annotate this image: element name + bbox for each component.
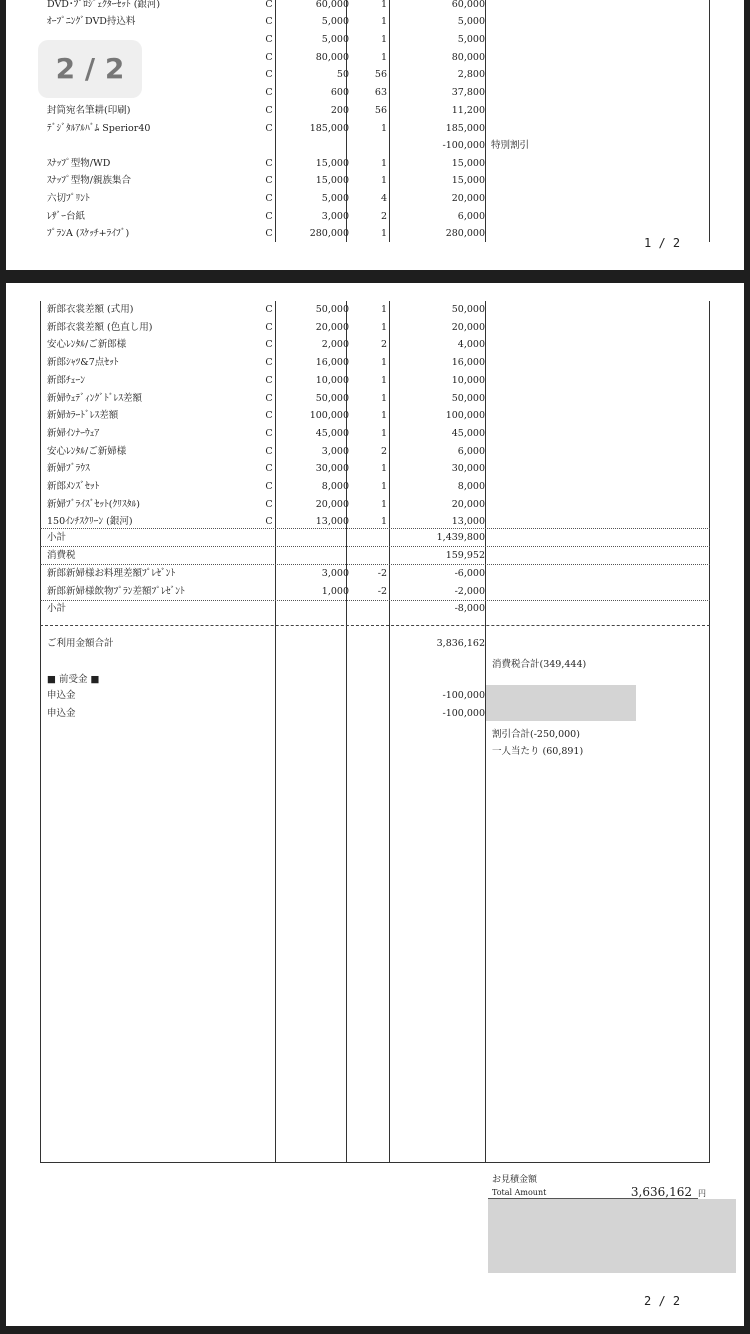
table-row	[6, 225, 744, 242]
item-code: C	[265, 321, 273, 333]
unit-price: 30,000	[315, 463, 349, 475]
quantity: 2	[380, 211, 387, 222]
unit-price: 16,000	[315, 357, 349, 369]
quantity: -2	[377, 568, 387, 579]
amount: -100,000	[442, 140, 485, 151]
item-code: C	[265, 123, 273, 134]
item-name: ﾌﾟﾗﾝA (ｽｹｯﾁ+ﾗｲﾌﾞ)	[47, 228, 130, 239]
item-code: C	[265, 427, 273, 439]
total-amount: 3,636,162	[630, 1185, 692, 1199]
item-name: ｵｰﾌﾟﾆﾝｸﾞDVD持込料	[47, 16, 136, 27]
amount: 280,000	[445, 228, 485, 239]
unit-price: 5,000	[321, 16, 349, 27]
quantity: 2	[380, 445, 387, 457]
item-code: C	[265, 158, 273, 169]
item-code: C	[265, 87, 273, 98]
quantity: 1	[380, 158, 387, 169]
amount: 20,000	[451, 193, 485, 204]
item-name: 新婦ﾌﾞﾗｳｽ	[47, 463, 90, 475]
unit-price: 50	[336, 69, 349, 80]
total-amount-label: Total Amount	[492, 1188, 547, 1197]
table-row	[6, 443, 744, 460]
table-row	[6, 319, 744, 336]
item-code: C	[265, 34, 273, 45]
table-row	[6, 478, 744, 495]
unit-price: 15,000	[315, 158, 349, 169]
unit-price: 2,000	[321, 339, 349, 351]
amount: 185,000	[445, 123, 485, 134]
quantity: 1	[380, 175, 387, 186]
page-number: 1 / 2	[644, 236, 681, 250]
amount: 15,000	[451, 158, 485, 169]
item-name: ｽﾅｯﾌﾟ型物/親族集合	[47, 175, 131, 186]
quantity: 63	[374, 87, 387, 98]
unit-price: 50,000	[315, 392, 349, 404]
table-row	[6, 407, 744, 424]
item-note: 特別割引	[491, 140, 530, 151]
amount: 60,000	[451, 0, 485, 10]
unit-price: 45,000	[315, 427, 349, 439]
unit-price: 1,000	[321, 585, 349, 597]
tax-total-note: 消費税合計(349,444)	[492, 659, 587, 670]
unit-price: 3,000	[321, 568, 349, 579]
table-row	[6, 137, 744, 154]
item-code: C	[265, 16, 273, 27]
table-row	[6, 0, 744, 13]
unit-price: 13,000	[315, 516, 349, 528]
item-name: 新郎ﾁｪｰﾝ	[47, 374, 86, 386]
table-row	[6, 155, 744, 172]
yen-unit: 円	[698, 1189, 706, 1198]
item-name: 150ｲﾝﾁｽｸﾘｰﾝ (銀河)	[47, 516, 133, 528]
quantity: -2	[377, 585, 387, 597]
amount: 5,000	[457, 16, 485, 27]
tax-row: 消費税 159,952	[47, 550, 485, 561]
quantity: 1	[380, 0, 387, 10]
unit-price: 3,000	[321, 211, 349, 222]
item-code: C	[265, 52, 273, 63]
table-row	[6, 583, 744, 600]
amount: 50,000	[451, 392, 485, 404]
table-row	[6, 336, 744, 353]
unit-price: 10,000	[315, 374, 349, 386]
item-code: C	[265, 339, 273, 351]
item-code: C	[265, 105, 273, 116]
quantity: 1	[380, 516, 387, 528]
redacted-area	[488, 1199, 736, 1273]
table-row	[6, 460, 744, 477]
per-person-note: 一人当たり (60,891)	[492, 746, 584, 757]
item-code: C	[265, 357, 273, 369]
quantity: 1	[380, 374, 387, 386]
unit-price: 20,000	[315, 321, 349, 333]
quantity: 1	[380, 123, 387, 134]
discount-total-note: 割引合計(-250,000)	[492, 729, 580, 740]
item-code: C	[265, 374, 273, 386]
table-row	[6, 565, 744, 582]
amount: 16,000	[451, 357, 485, 369]
unit-price: 5,000	[321, 34, 349, 45]
subtotal2-row: 小計 -8,000	[47, 603, 485, 614]
item-name: 新郎衣裳差額 (色直し用)	[47, 321, 153, 333]
item-code: C	[265, 228, 273, 239]
table-row	[6, 172, 744, 189]
deposit-row: 申込金 -100,000	[47, 708, 485, 719]
amount: 13,000	[451, 516, 485, 528]
quantity: 1	[380, 52, 387, 63]
item-name: ﾃﾞｼﾞﾀﾙｱﾙﾊﾞﾑ Sperior40	[47, 123, 151, 134]
unit-price: 50,000	[315, 304, 349, 315]
table-row	[6, 208, 744, 225]
item-name: 新婦ｲﾝﾅｰｳｪｱ	[47, 427, 100, 439]
subtotal-row: 小計 1,439,800	[47, 532, 485, 543]
item-code: C	[265, 175, 273, 186]
page-number: 2 / 2	[644, 1294, 681, 1308]
item-name: 六切ﾌﾟﾘﾝﾄ	[47, 193, 90, 204]
quantity: 2	[380, 339, 387, 351]
item-code: C	[265, 498, 273, 510]
quantity: 1	[380, 16, 387, 27]
quantity: 4	[380, 193, 387, 204]
amount: 6,000	[457, 445, 485, 457]
quantity: 1	[380, 463, 387, 475]
item-code: C	[265, 463, 273, 475]
amount: 15,000	[451, 175, 485, 186]
unit-price: 280,000	[309, 228, 349, 239]
amount: 100,000	[445, 410, 485, 422]
unit-price: 20,000	[315, 498, 349, 510]
table-row	[6, 390, 744, 407]
redacted-area	[486, 685, 636, 721]
amount: 45,000	[451, 427, 485, 439]
amount: 4,000	[457, 339, 485, 351]
quantity: 1	[380, 410, 387, 422]
item-code: C	[265, 516, 273, 528]
item-code: C	[265, 0, 273, 10]
amount: 20,000	[451, 498, 485, 510]
item-name: 新郎新婦様お料理差額ﾌﾟﾚｾﾞﾝﾄ	[47, 568, 176, 579]
amount: 2,800	[457, 69, 485, 80]
unit-price: 200	[330, 105, 349, 116]
item-code: C	[265, 211, 273, 222]
item-code: C	[265, 481, 273, 492]
section-separator	[40, 625, 710, 626]
item-name: 新郎新婦様飲物ﾌﾟﾗﾝ差額ﾌﾟﾚｾﾞﾝﾄ	[47, 585, 185, 597]
quantity: 56	[374, 105, 387, 116]
quantity: 1	[380, 228, 387, 239]
quantity: 1	[380, 321, 387, 333]
unit-price: 5,000	[321, 193, 349, 204]
table-row	[6, 190, 744, 207]
item-name: 安心ﾚﾝﾀﾙ/ご新婦様	[47, 445, 127, 457]
item-name: 安心ﾚﾝﾀﾙ/ご新郎様	[47, 339, 127, 351]
table-bottom-border	[40, 1162, 710, 1163]
quantity: 1	[380, 427, 387, 439]
deposit-header: ■ 前受金 ■	[47, 674, 100, 685]
amount: 10,000	[451, 374, 485, 386]
item-name: 新郎ｼｬﾂ&7点ｾｯﾄ	[47, 357, 119, 369]
unit-price: 100,000	[309, 410, 349, 422]
item-code: C	[265, 304, 273, 315]
unit-price: 8,000	[321, 481, 349, 492]
table-row	[6, 13, 744, 30]
item-name: 新郎衣裳差額 (式用)	[47, 304, 134, 315]
item-name: ｽﾅｯﾌﾟ型物/WD	[47, 158, 111, 169]
table-row	[6, 354, 744, 371]
item-name: 封筒宛名筆耕(印刷)	[47, 105, 131, 116]
amount: -2,000	[454, 585, 485, 597]
amount: 20,000	[451, 321, 485, 333]
item-name: ﾚｻﾞｰ台紙	[47, 211, 86, 222]
item-name: 新郎ﾒﾝｽﾞｾｯﾄ	[47, 481, 100, 492]
item-name: DVD･ﾌﾟﾛｼﾞｪｸﾀｰｾｯﾄ (銀河)	[47, 0, 161, 10]
item-name: 新婦ｶﾗｰﾄﾞﾚｽ差額	[47, 410, 119, 422]
quantity: 1	[380, 392, 387, 404]
unit-price: 80,000	[315, 52, 349, 63]
deposit-row: 申込金 -100,000	[47, 690, 485, 701]
quantity: 56	[374, 69, 387, 80]
amount: 6,000	[457, 211, 485, 222]
page-indicator-badge: 2 / 2	[38, 40, 142, 98]
quantity: 1	[380, 357, 387, 369]
quantity: 1	[380, 34, 387, 45]
table-row	[6, 372, 744, 389]
item-name: 新婦ﾌﾞﾗｲｽﾞｾｯﾄ(ｸﾘｽﾀﾙ)	[47, 498, 140, 510]
unit-price: 3,000	[321, 445, 349, 457]
item-code: C	[265, 193, 273, 204]
amount: -6,000	[454, 568, 485, 579]
table-row	[6, 301, 744, 318]
table-row	[6, 102, 744, 119]
quantity: 1	[380, 498, 387, 510]
amount: 37,800	[451, 87, 485, 98]
item-code: C	[265, 445, 273, 457]
usage-total-row: ご利用金額合計 3,836,162	[47, 638, 485, 649]
estimate-label: お見積金額	[492, 1175, 538, 1185]
unit-price: 185,000	[309, 123, 349, 134]
table-row	[6, 425, 744, 442]
amount: 80,000	[451, 52, 485, 63]
table-row	[6, 120, 744, 137]
unit-price: 15,000	[315, 175, 349, 186]
item-code: C	[265, 410, 273, 422]
document-page-2	[6, 283, 744, 1326]
quantity: 1	[380, 481, 387, 492]
item-name: 新婦ｳｪﾃﾞｨﾝｸﾞﾄﾞﾚｽ差額	[47, 392, 143, 404]
item-code: C	[265, 69, 273, 80]
amount: 5,000	[457, 34, 485, 45]
amount: 11,200	[451, 105, 485, 116]
amount: 50,000	[451, 304, 485, 315]
quantity: 1	[380, 304, 387, 315]
amount: 8,000	[457, 481, 485, 492]
unit-price: 600	[330, 87, 349, 98]
amount: 30,000	[451, 463, 485, 475]
unit-price: 60,000	[315, 0, 349, 10]
item-code: C	[265, 392, 273, 404]
table-row	[6, 496, 744, 513]
